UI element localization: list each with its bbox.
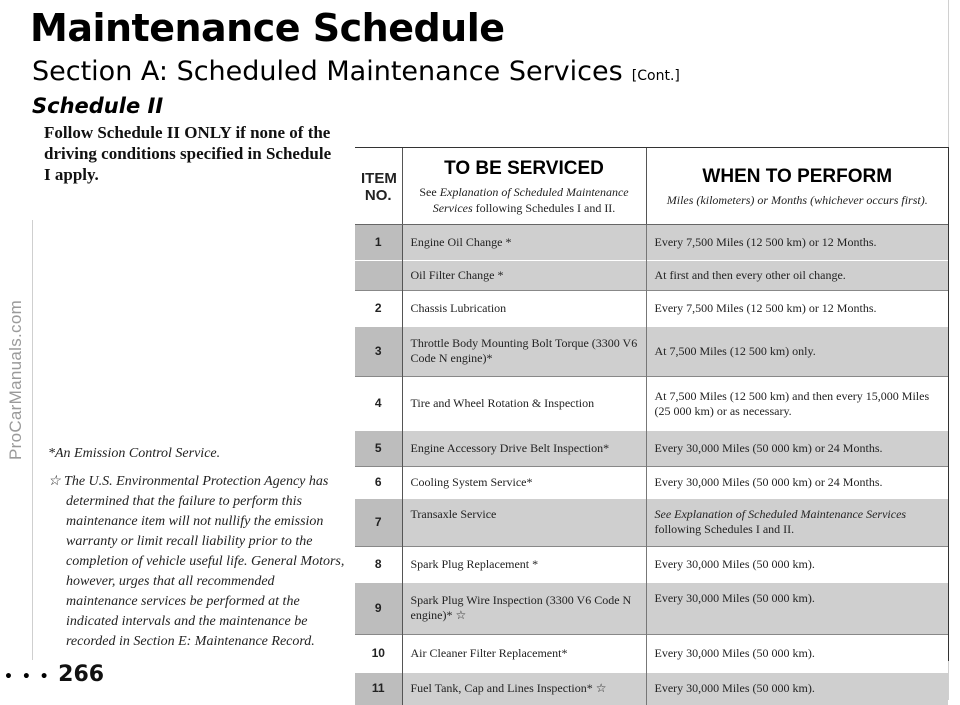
table-row — [355, 583, 948, 635]
row-item-no: 11 — [355, 673, 402, 705]
watermark: ProCarManuals.com — [6, 299, 25, 461]
row-service: Tire and Wheel Rotation & Inspection — [402, 377, 646, 431]
schedule-heading: Schedule II — [32, 94, 164, 118]
row-service: Engine Accessory Drive Belt Inspection* — [402, 431, 646, 467]
page-dots: • • • — [4, 669, 51, 685]
row-interval: Every 7,500 Miles (12 500 km) or 12 Months. — [646, 225, 948, 261]
row-interval-rest: following Schedules I and II. — [654, 522, 795, 537]
table-header-row — [355, 148, 948, 225]
intro-text: Follow Schedule II ONLY if none of the driving conditions specified in Schedule I apply. — [44, 123, 332, 184]
row-service: Throttle Body Mounting Bolt Torque (3300 V6 Code N engine)* — [402, 327, 646, 377]
row-item-no: 2 — [355, 291, 402, 327]
row-item-no: 8 — [355, 547, 402, 583]
table-row — [355, 499, 948, 547]
schedule-table — [355, 148, 948, 705]
row-item-no: 6 — [355, 467, 402, 499]
row-service: Chassis Lubrication — [402, 291, 646, 327]
page-title: Maintenance Schedule — [30, 6, 505, 50]
row-interval: Every 30,000 Miles (50 000 km). — [646, 673, 948, 705]
row-item-no: 10 — [355, 635, 402, 673]
row-interval: At first and then every other oil change. — [646, 261, 948, 291]
row-service: Cooling System Service* — [402, 467, 646, 499]
row-interval: Every 30,000 Miles (50 000 km) or 24 Months. — [646, 467, 948, 499]
row-interval: Every 7,500 Miles (12 500 km) or 12 Months. — [646, 291, 948, 327]
row-service: Fuel Tank, Cap and Lines Inspection* ☆ — [402, 673, 646, 705]
row-service: Spark Plug Replacement * — [402, 547, 646, 583]
row-service: Engine Oil Change * — [402, 225, 646, 261]
table-row — [355, 291, 948, 327]
row-interval: Every 30,000 Miles (50 000 km). — [646, 583, 948, 635]
header-when-to-perform — [646, 148, 948, 225]
left-margin-rule — [32, 220, 33, 660]
row-service: Air Cleaner Filter Replacement* — [402, 635, 646, 673]
header-serviced-sub — [409, 184, 640, 216]
table-row — [355, 467, 948, 499]
row-interval: At 7,500 Miles (12 500 km) and then every 15,000 Miles (25 000 km) or as necessary. — [646, 377, 948, 431]
row-item-no: 1 — [355, 225, 402, 261]
header-item-no: ITEM NO. — [355, 148, 402, 225]
row-interval-italic: See Explanation of Scheduled Maintenance Services — [654, 507, 907, 522]
row-item-no: 3 — [355, 327, 402, 377]
header-serviced-title: TO BE SERVICED — [444, 158, 604, 179]
table-row — [355, 377, 948, 431]
section-heading — [32, 56, 680, 87]
table-row — [355, 547, 948, 583]
row-service: Spark Plug Wire Inspection (3300 V6 Code N engine)* ☆ — [402, 583, 646, 635]
table-row — [355, 261, 948, 291]
header-to-be-serviced — [402, 148, 646, 225]
footnotes — [48, 444, 348, 660]
page-number — [4, 662, 104, 687]
section-label: Section A: Scheduled Maintenance Services — [32, 56, 623, 87]
epa-note: ☆ The U.S. Environmental Protection Agency has determined that the failure to perform this maintenance item will not nullify the emission warranty or limit recall liability prior to the completion of vehicle useful life. General Motors, however, urges that all recommended maintenance services be performed at the indicated intervals and the maintenance be recorded in Section E: Maintenance Record. — [48, 474, 345, 649]
header-when-sub-italic: Miles (kilometers) or Months (whichever occurs first). — [666, 193, 928, 207]
row-item-no — [355, 261, 402, 291]
section-continued: [Cont.] — [631, 68, 680, 84]
header-when-title: WHEN TO PERFORM — [702, 166, 893, 187]
row-interval: At 7,500 Miles (12 500 km) only. — [646, 327, 948, 377]
table-row — [355, 635, 948, 673]
table-row — [355, 225, 948, 261]
row-interval: Every 30,000 Miles (50 000 km) or 24 Months. — [646, 431, 948, 467]
row-item-no: 7 — [355, 499, 402, 547]
row-interval: Every 30,000 Miles (50 000 km). — [646, 635, 948, 673]
header-when-sub — [653, 192, 943, 208]
table-row — [355, 327, 948, 377]
row-item-no: 5 — [355, 431, 402, 467]
row-service: Oil Filter Change * — [402, 261, 646, 291]
row-interval — [646, 499, 948, 547]
row-service: Transaxle Service — [402, 499, 646, 547]
header-serviced-sub-post: following Schedules I and II. — [472, 201, 616, 215]
emission-note: *An Emission Control Service. — [48, 446, 221, 461]
table-row — [355, 431, 948, 467]
row-item-no: 4 — [355, 377, 402, 431]
page-number-value: 266 — [58, 662, 105, 687]
row-item-no: 9 — [355, 583, 402, 635]
row-interval: Every 30,000 Miles (50 000 km). — [646, 547, 948, 583]
header-serviced-sub-pre: See — [419, 185, 440, 199]
header-serviced-sub-italic: Explanation of Scheduled Maintenance Services — [432, 185, 629, 215]
